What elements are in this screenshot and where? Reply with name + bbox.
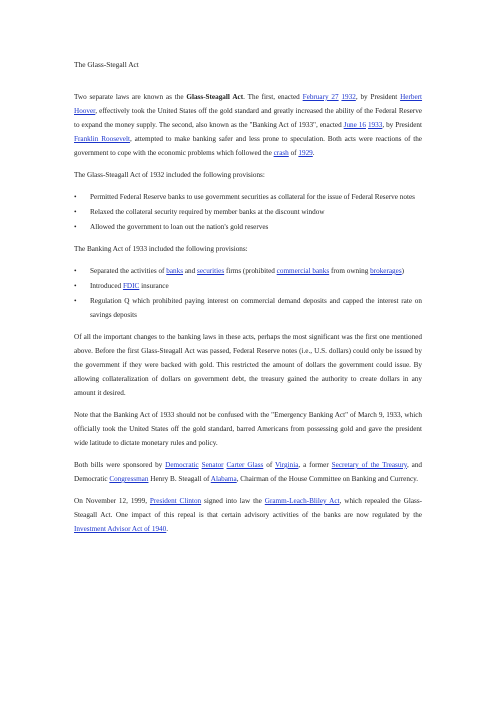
- act-1932-heading: The Glass-Steagall Act of 1932 included the following provisions:: [74, 171, 265, 179]
- list-item: • Introduced FDIC insurance: [90, 279, 422, 293]
- link-alabama[interactable]: Alabama: [210, 475, 237, 483]
- link-democratic[interactable]: Democratic: [165, 461, 199, 469]
- link-june-16[interactable]: June 16: [343, 121, 366, 129]
- list-item: • Allowed the government to loan out the nation's gold reserves: [90, 220, 422, 234]
- repeal-paragraph: On November 12, 1999, President Clinton signed into law the Gramm-Leach-Bliley Act, which repealed the Glass-Steagall Act. One impact of this repeal is that certain advisory activities of the banks are now regulated by the Investment Advisor Act of 1940.: [74, 497, 423, 533]
- link-virginia[interactable]: Virginia: [275, 461, 299, 469]
- link-february-27[interactable]: February 27: [302, 93, 339, 101]
- act-1933-heading: The Banking Act of 1933 included the following provisions:: [74, 245, 248, 253]
- link-congressman[interactable]: Congressman: [109, 475, 149, 483]
- list-item: • Separated the activities of banks and securities firms (prohibited commercial banks from owning brokerages): [90, 264, 422, 278]
- sponsors-paragraph: Both bills were sponsored by Democratic Senator Carter Glass of Virginia, a former Secretary of the Treasury, and Democratic Congressman Henry B. Steagall of Alabama, Chairman of the House Committee on Banking and Currency.: [74, 461, 423, 483]
- link-herbert-hoover[interactable]: Herbert Hoover: [74, 93, 423, 115]
- link-1933[interactable]: 1933: [367, 121, 383, 129]
- list-item: • Regulation Q which prohibited paying interest on commercial demand deposits and capped the interest rate on savings deposits: [90, 294, 422, 322]
- link-1932[interactable]: 1932: [341, 93, 356, 101]
- link-investment-advisor-act-1940[interactable]: Investment Advisor Act of 1940: [74, 525, 167, 533]
- intro-paragraph: Two separate laws are known as the Glass-Steagall Act. The first, enacted February 27 1932, by President Herbert Hoover, effectively took the United States off the gold standard and greatly increased the ability of the Federal Reserve to expand the money supply. The second, also known as the "Banking Act of 1933", enacted June 16 1933, by President Franklin Roosevelt, attempted to make banking safer and less prone to speculation. Both acts were reactions of the government to cope with the economic problems which followed the crash of 1929.: [74, 93, 423, 157]
- act-1933-provisions-list: [74, 264, 422, 322]
- link-fdic[interactable]: FDIC: [122, 282, 140, 290]
- document-page: [74, 58, 422, 544]
- page-title: The Glass-Stegall Act: [74, 60, 139, 69]
- link-president-clinton[interactable]: President Clinton: [149, 497, 202, 505]
- link-secretary-of-the-treasury[interactable]: Secretary of the Treasury: [331, 461, 407, 469]
- link-commercial-banks[interactable]: commercial banks: [276, 267, 330, 275]
- link-carter-glass[interactable]: Carter Glass: [226, 461, 264, 469]
- link-crash[interactable]: crash: [273, 149, 289, 157]
- link-franklin-roosevelt[interactable]: Franklin Roosevelt: [74, 135, 130, 143]
- link-senator[interactable]: Senator: [201, 461, 224, 469]
- act-1932-provisions-list: [74, 190, 422, 234]
- list-item: • Relaxed the collateral security required by member banks at the discount window: [90, 205, 422, 219]
- act-name-bold: Glass-Steagall Act: [186, 93, 244, 101]
- list-item: • Permitted Federal Reserve banks to use government securities as collateral for the issue of Federal Reserve notes: [90, 190, 422, 204]
- changes-paragraph: Of all the important changes to the banking laws in these acts, perhaps the most significant was the first one mentioned above. Before the first Glass-Steagall Act was passed, Federal Reserve notes (i.e., U.S. dollars) could only be issued by the government if they were backed with gold. This restricted the amount of dollars the government could issue. By allowing collateralization of dollars on government debt, the treasury gained the authority to create dollars in any amount it desired.: [74, 333, 422, 397]
- link-brokerages[interactable]: brokerages: [370, 267, 402, 275]
- link-banks[interactable]: banks: [166, 267, 184, 275]
- link-1929[interactable]: 1929: [298, 149, 313, 157]
- link-securities[interactable]: securities: [197, 267, 225, 275]
- link-gramm-leach-bliley-act[interactable]: Gramm-Leach-Bliley Act: [264, 497, 340, 505]
- note-paragraph: Note that the Banking Act of 1933 should not be confused with the "Emergency Banking Act" of March 9, 1933, which officially took the United States off the gold standard, barred Americans from possessing gold and gave the president wide latitude to dictate monetary rules and policy.: [74, 411, 422, 447]
